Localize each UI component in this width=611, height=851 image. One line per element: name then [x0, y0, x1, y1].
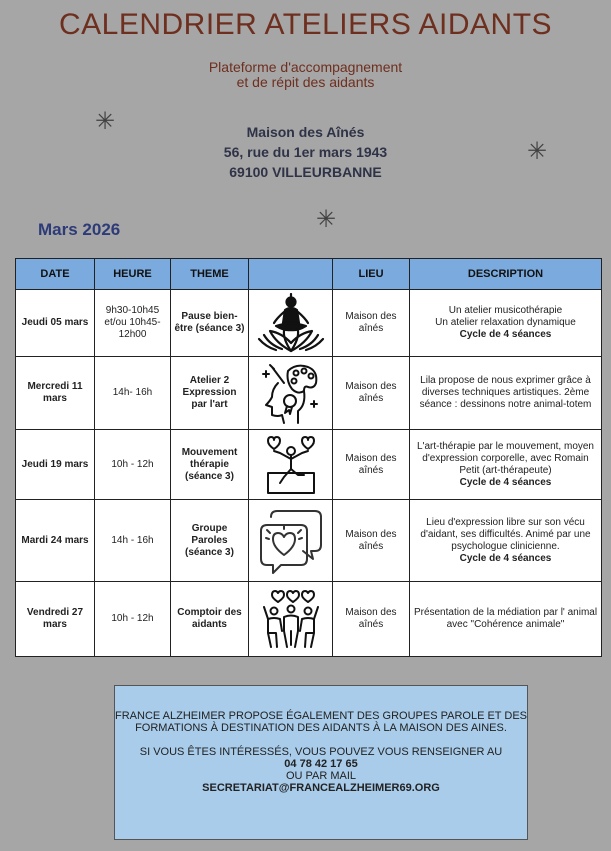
column-header-place: LIEU	[333, 259, 410, 290]
row-date: Jeudi 19 mars	[16, 430, 95, 500]
asterisk-icon: ✳	[316, 206, 337, 233]
description-line: Lila propose de nous exprimer grâce à diverses techniques artistiques. 2ème séance : dessinons notre animal-totem	[419, 375, 592, 410]
address-city: 69100 VILLEURBANNE	[229, 164, 382, 180]
row-description	[410, 430, 602, 500]
table-row	[16, 430, 602, 500]
column-header-image	[249, 259, 333, 290]
column-header-description: DESCRIPTION	[410, 259, 602, 290]
row-place: Maison des aînés	[333, 290, 410, 357]
description-cycle: Cycle de 4 séances	[459, 329, 552, 340]
row-date: Mercredi 11 mars	[16, 357, 95, 430]
column-header-date: DATE	[16, 259, 95, 290]
meditation-lotus-icon	[249, 290, 333, 357]
info-box	[114, 685, 528, 840]
row-time: 14h- 16h	[95, 357, 171, 430]
column-header-theme: THEME	[171, 259, 249, 290]
table-row	[16, 290, 602, 357]
row-date: Vendredi 27 mars	[16, 582, 95, 657]
row-theme: Mouvement thérapie (séance 3)	[171, 430, 249, 500]
email-address: SECRETARIAT@FRANCEALZHEIMER69.ORG	[202, 782, 440, 794]
description-line: Présentation de la médiation par l' animal avec "Cohérence animale"	[413, 607, 598, 630]
table-row	[16, 500, 602, 582]
row-theme: Groupe Paroles (séance 3)	[171, 500, 249, 582]
column-header-time: HEURE	[95, 259, 171, 290]
row-description	[410, 290, 602, 357]
row-description	[410, 500, 602, 582]
row-place: Maison des aînés	[333, 430, 410, 500]
address-name: Maison des Aînés	[246, 124, 365, 140]
subtitle-line-1: Plateforme d'accompagnement	[208, 59, 403, 75]
row-place: Maison des aînés	[333, 582, 410, 657]
subtitle-line-2: et de répit des aidants	[236, 74, 375, 90]
row-place: Maison des aînés	[333, 500, 410, 582]
row-time: 10h - 12h	[95, 582, 171, 657]
group-people-hearts-icon	[249, 582, 333, 657]
row-theme: Pause bien- être (séance 3)	[171, 290, 249, 357]
row-date: Mardi 24 mars	[16, 500, 95, 582]
row-date: Jeudi 05 mars	[16, 290, 95, 357]
month-heading: Mars 2026	[38, 220, 121, 239]
phone-number: 04 78 42 17 65	[284, 758, 358, 770]
description-cycle: Cycle de 4 séances	[459, 552, 552, 564]
row-place: Maison des aînés	[333, 357, 410, 430]
description-line: Un atelier relaxation dynamique	[435, 317, 576, 328]
table-row	[16, 357, 602, 430]
description-line: L'art-thérapie par le mouvement, moyen d'expression corporelle, avec Romain Petit (art-thérapeute)	[417, 440, 594, 476]
workshop-calendar-table	[15, 258, 602, 657]
info-contact-text: SI VOUS ÊTES INTÉRESSÉS, VOUS POUVEZ VOUS RENSEIGNER AU	[139, 746, 503, 758]
row-theme: Atelier 2 Expression par l'art	[171, 357, 249, 430]
subtitle	[0, 60, 611, 90]
page-title: CALENDRIER ATELIERS AIDANTS	[58, 8, 553, 41]
table-row	[16, 582, 602, 657]
row-description	[410, 582, 602, 657]
info-groups-text: FRANCE ALZHEIMER PROPOSE ÉGALEMENT DES GROUPES PAROLE ET DES FORMATIONS À DESTINATION DES AIDANTS À LA MAISON DES AINES.	[115, 710, 527, 734]
description-line: Lieu d'expression libre sur son vécu d'aidant, ses difficultés. Animé par une psychologue clinicienne.	[420, 516, 591, 552]
art-head-palette-icon	[249, 357, 333, 430]
table-header-row	[16, 259, 602, 290]
row-time: 14h - 16h	[95, 500, 171, 582]
address-block	[0, 122, 611, 182]
row-time: 10h - 12h	[95, 430, 171, 500]
description-line: Un atelier musicothérapie	[448, 305, 563, 316]
row-description	[410, 357, 602, 430]
description-cycle: Cycle de 4 séances	[459, 476, 552, 488]
address-street: 56, rue du 1er mars 1943	[223, 144, 388, 160]
speech-bubbles-heart-icon	[249, 500, 333, 582]
row-time: 9h30-10h45 et/ou 10h45-12h00	[95, 290, 171, 357]
asterisk-icon: ✳	[527, 138, 548, 165]
row-theme: Comptoir des aidants	[171, 582, 249, 657]
info-mail-label: OU PAR MAIL	[285, 770, 357, 782]
asterisk-icon: ✳	[95, 108, 116, 135]
dancing-person-hearts-icon	[249, 430, 333, 500]
